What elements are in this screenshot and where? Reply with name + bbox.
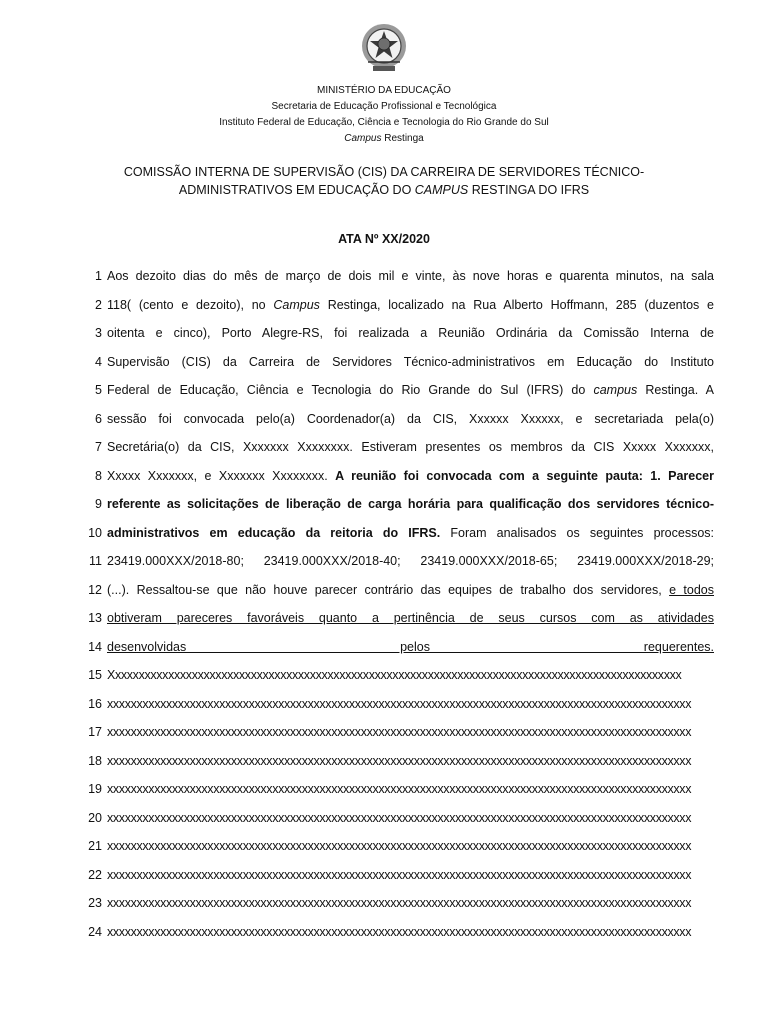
- line-text: [107, 376, 714, 404]
- commission-title-campus: CAMPUS: [414, 183, 469, 197]
- line-text: [107, 462, 714, 490]
- ata-number-title: ATA Nº XX/2020: [338, 232, 430, 246]
- line-text: [107, 319, 714, 347]
- minutes-line: [0, 348, 768, 377]
- coat-of-arms-icon: [358, 22, 410, 74]
- line-segment: xxxxxxxxxxxxxxxxxxxxxxxxxxxxxxxxxxxxxxxxxxxxxxxxxxxxxxxxxxxxxxxxxxxxxxxxxxxxxxxxxxxxxxxxxxxxxxxxxxx: [107, 782, 692, 796]
- line-text: [107, 832, 714, 860]
- minutes-line: [0, 376, 768, 405]
- line-text: [107, 291, 714, 319]
- line-segment: xxxxxxxxxxxxxxxxxxxxxxxxxxxxxxxxxxxxxxxxxxxxxxxxxxxxxxxxxxxxxxxxxxxxxxxxxxxxxxxxxxxxxxxxxxxxxxxxxxx: [107, 753, 692, 768]
- line-segment: oitenta e cinco), Porto Alegre-RS, foi realizada a Reunião Ordinária da Comissão Interna de: [107, 326, 714, 340]
- line-number: 1: [95, 269, 102, 283]
- line-segment: xxxxxxxxxxxxxxxxxxxxxxxxxxxxxxxxxxxxxxxxxxxxxxxxxxxxxxxxxxxxxxxxxxxxxxxxxxxxxxxxxxxxxxxxxxxxxxxxxxx: [107, 839, 692, 853]
- line-number: 23: [88, 896, 102, 910]
- line-segment: campus: [593, 383, 638, 397]
- line-number: 4: [95, 354, 102, 369]
- minutes-line: [0, 775, 768, 804]
- line-number: 6: [95, 411, 102, 426]
- line-text: [107, 547, 714, 575]
- line-number: 12: [88, 582, 102, 597]
- line-segment: A reunião foi convocada com a seguinte pauta: 1. Parecer: [335, 468, 714, 483]
- minutes-line: [0, 718, 768, 747]
- minutes-line: [0, 433, 768, 462]
- line-number: 9: [95, 497, 102, 511]
- minutes-line: [0, 490, 768, 519]
- line-text: [107, 861, 714, 889]
- line-number: 19: [88, 782, 102, 796]
- line-number: 14: [88, 639, 102, 654]
- line-segment: Restinga. A: [637, 383, 714, 397]
- institute-name: Instituto Federal de Educação, Ciência e Tecnologia do Rio Grande do Sul: [219, 117, 549, 128]
- line-segment: xxxxxxxxxxxxxxxxxxxxxxxxxxxxxxxxxxxxxxxxxxxxxxxxxxxxxxxxxxxxxxxxxxxxxxxxxxxxxxxxxxxxxxxxxxxxxxxxxxx: [107, 810, 692, 825]
- line-text: [107, 576, 714, 604]
- line-segment: Xxxxxxxxxxxxxxxxxxxxxxxxxxxxxxxxxxxxxxxxxxxxxxxxxxxxxxxxxxxxxxxxxxxxxxxxxxxxxxxxxxxxxxxxxxxxxxxxx: [107, 668, 682, 682]
- line-number: 2: [95, 297, 102, 312]
- line-text: [107, 348, 714, 376]
- line-segment: sessão foi convocada pelo(a) Coordenador(a) da CIS, Xxxxxx Xxxxxx, e secretariada pela(o): [107, 411, 714, 426]
- minutes-line: [0, 633, 768, 662]
- line-segment: 118( (cento e dezoito), no: [107, 297, 274, 312]
- line-number: 8: [95, 468, 102, 483]
- minutes-line: [0, 262, 768, 291]
- line-number: 17: [88, 725, 102, 739]
- line-number: 15: [88, 668, 102, 682]
- line-text: [107, 918, 714, 946]
- line-text: [107, 718, 714, 746]
- minutes-line: [0, 918, 768, 947]
- line-text: [107, 804, 714, 832]
- secretariat-name: Secretaria de Educação Profissional e Tecnológica: [271, 101, 497, 112]
- line-number: 21: [88, 839, 102, 853]
- campus-location: Restinga: [381, 133, 424, 144]
- ministry-name: MINISTÉRIO DA EDUCAÇÃO: [317, 85, 451, 96]
- minutes-line: [0, 832, 768, 861]
- minutes-line: [0, 747, 768, 776]
- line-segment: (...). Ressaltou-se que não houve parecer contrário das equipes de trabalho dos servidores,: [107, 582, 670, 597]
- line-text: [107, 775, 714, 803]
- minutes-line: [0, 804, 768, 833]
- line-segment: xxxxxxxxxxxxxxxxxxxxxxxxxxxxxxxxxxxxxxxxxxxxxxxxxxxxxxxxxxxxxxxxxxxxxxxxxxxxxxxxxxxxxxxxxxxxxxxxxxx: [107, 896, 692, 910]
- commission-title-part-a: ADMINISTRATIVOS EM EDUCAÇÃO DO: [178, 183, 415, 197]
- minutes-line: [0, 604, 768, 633]
- minutes-line: [0, 861, 768, 890]
- line-text: [107, 433, 714, 461]
- minutes-line: [0, 319, 768, 348]
- minutes-line: [0, 547, 768, 576]
- commission-title-line-2: [0, 182, 768, 199]
- line-segment: administrativos em educação da reitoria do IFRS.: [107, 525, 441, 540]
- minutes-line: [0, 519, 768, 548]
- line-text: [107, 661, 714, 689]
- line-segment: Xxxxx Xxxxxxx, e Xxxxxxx Xxxxxxxx.: [107, 468, 336, 483]
- minutes-line: [0, 291, 768, 320]
- line-segment: Federal de Educação, Ciência e Tecnologia do Rio Grande do Sul (IFRS) do: [107, 383, 594, 397]
- line-text: [107, 690, 714, 718]
- line-segment: xxxxxxxxxxxxxxxxxxxxxxxxxxxxxxxxxxxxxxxxxxxxxxxxxxxxxxxxxxxxxxxxxxxxxxxxxxxxxxxxxxxxxxxxxxxxxxxxxxx: [107, 696, 692, 711]
- campus-name: [0, 132, 768, 146]
- line-segment: xxxxxxxxxxxxxxxxxxxxxxxxxxxxxxxxxxxxxxxxxxxxxxxxxxxxxxxxxxxxxxxxxxxxxxxxxxxxxxxxxxxxxxxxxxxxxxxxxxx: [107, 924, 692, 939]
- line-number: 22: [88, 867, 102, 882]
- line-text: [107, 405, 714, 433]
- line-segment: Campus: [273, 297, 320, 312]
- line-segment: Foram analisados os seguintes processos:: [440, 525, 714, 540]
- campus-label: Campus: [344, 133, 382, 144]
- line-segment: Aos dezoito dias do mês de março de dois mil e vinte, às nove horas e quarenta minutos, na sala: [107, 269, 714, 283]
- line-segment: 23419.000XXX/2018-80; 23419.000XXX/2018-40; 23419.000XXX/2018-65; 23419.000XXX/2018-29;: [107, 554, 714, 568]
- minutes-line: [0, 576, 768, 605]
- minutes-line: [0, 889, 768, 918]
- line-number: 10: [88, 525, 102, 540]
- line-text: [107, 747, 714, 775]
- line-text: [107, 604, 714, 632]
- line-number: 13: [88, 611, 102, 625]
- line-text: [107, 490, 714, 518]
- line-number: 16: [88, 696, 102, 711]
- line-number: 24: [88, 924, 102, 939]
- minutes-line: [0, 405, 768, 434]
- line-number: 5: [95, 383, 102, 397]
- line-segment: desenvolvidas pelos requerentes.: [107, 639, 714, 654]
- line-segment: referente as solicitações de liberação de carga horária para qualificação dos servidores técnico-: [107, 497, 714, 511]
- line-segment: Restinga, localizado na Rua Alberto Hoffmann, 285 (duzentos e: [319, 297, 714, 312]
- line-segment: obtiveram pareceres favoráveis quanto a pertinência de seus cursos com as atividades: [107, 611, 714, 625]
- line-segment: e todos: [669, 582, 714, 597]
- line-segment: xxxxxxxxxxxxxxxxxxxxxxxxxxxxxxxxxxxxxxxxxxxxxxxxxxxxxxxxxxxxxxxxxxxxxxxxxxxxxxxxxxxxxxxxxxxxxxxxxxx: [107, 725, 692, 739]
- minutes-line: [0, 690, 768, 719]
- line-number: 20: [88, 810, 102, 825]
- line-text: [107, 262, 714, 290]
- line-segment: xxxxxxxxxxxxxxxxxxxxxxxxxxxxxxxxxxxxxxxxxxxxxxxxxxxxxxxxxxxxxxxxxxxxxxxxxxxxxxxxxxxxxxxxxxxxxxxxxxx: [107, 867, 692, 882]
- commission-title-line-1: COMISSÃO INTERNA DE SUPERVISÃO (CIS) DA CARREIRA DE SERVIDORES TÉCNICO-: [123, 165, 645, 179]
- minutes-line: [0, 462, 768, 491]
- line-number: 11: [89, 554, 102, 568]
- line-number: 7: [95, 440, 102, 454]
- commission-title-part-b: RESTINGA DO IFRS: [468, 183, 590, 197]
- line-text: [107, 889, 714, 917]
- minutes-line: [0, 661, 768, 690]
- line-text: [107, 633, 714, 661]
- line-segment: Supervisão (CIS) da Carreira de Servidores Técnico-administrativos em Educação do Instituto: [107, 354, 714, 369]
- line-number: 18: [88, 753, 102, 768]
- line-segment: Secretária(o) da CIS, Xxxxxxx Xxxxxxxx. Estiveram presentes os membros da CIS Xxxxx Xxxxxxx,: [107, 440, 714, 454]
- line-number: 3: [95, 326, 102, 340]
- line-text: [107, 519, 714, 547]
